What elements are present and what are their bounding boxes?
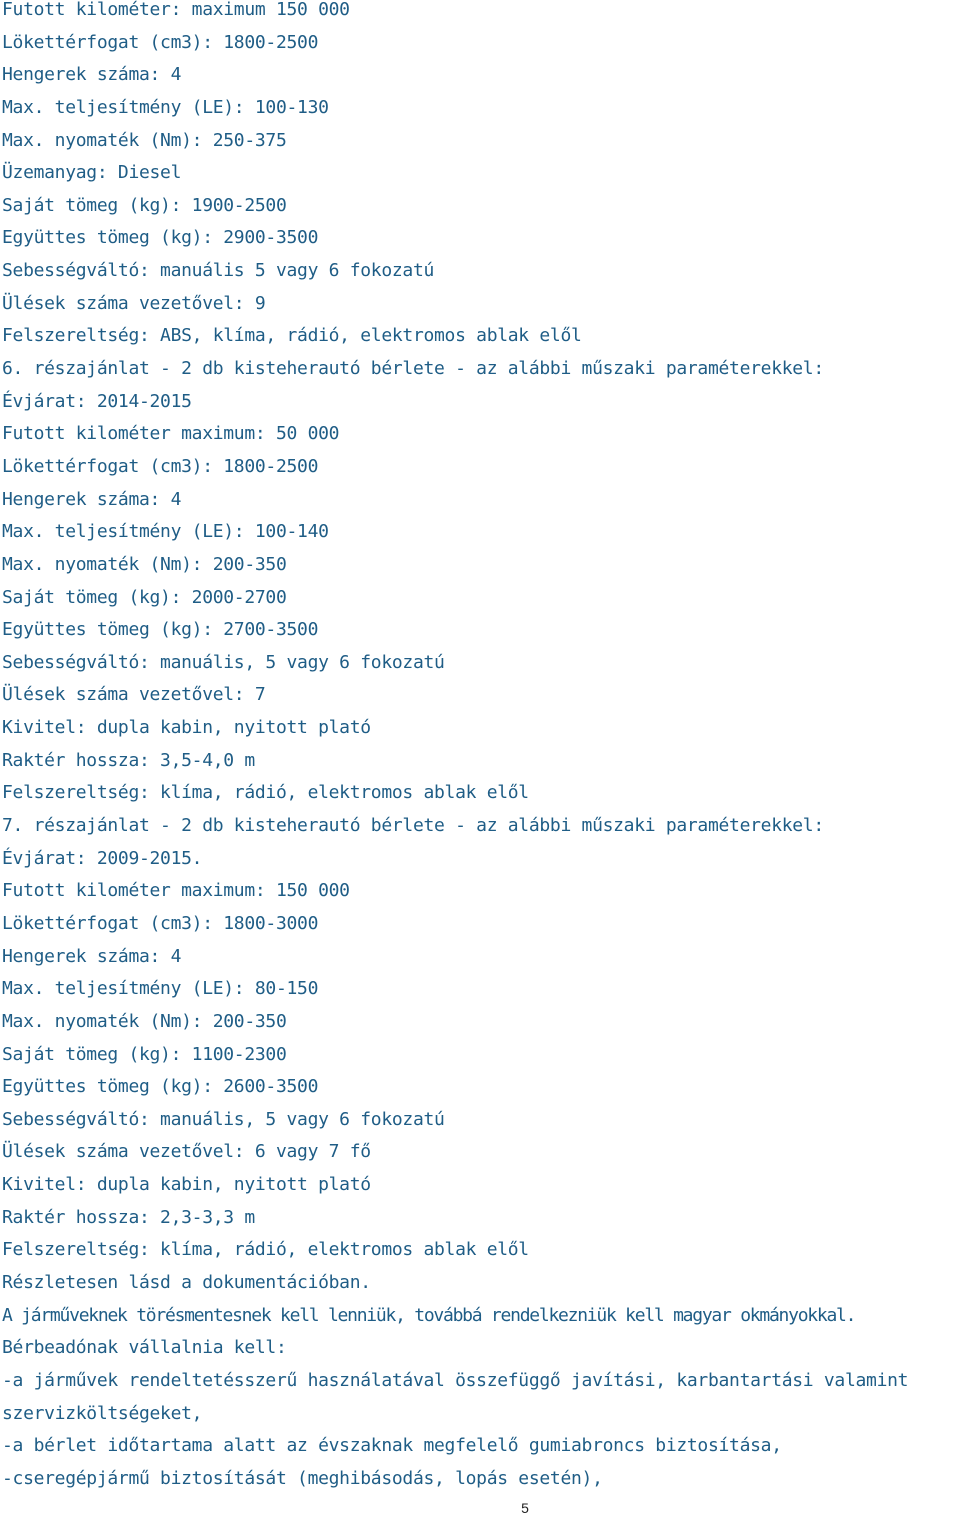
text-line: Lökettérfogat (cm3): 1800-2500	[2, 31, 319, 53]
text-line: Ülések száma vezetővel: 7	[2, 684, 266, 706]
text-line: szervizköltségeket,	[2, 1402, 203, 1424]
document-body	[2, 0, 960, 1495]
text-line: Saját tömeg (kg): 1900-2500	[2, 194, 287, 216]
text-line: Felszereltség: klíma, rádió, elektromos ablak elől	[2, 782, 529, 804]
text-line: Bérbeadónak vállalnia kell:	[2, 1337, 287, 1359]
text-line: Évjárat: 2014-2015	[2, 390, 192, 412]
text-line: Ülések száma vezetővel: 9	[2, 292, 266, 314]
section-heading: 6. részajánlat - 2 db kisteherautó bérlete - az alábbi műszaki paraméterekkel:	[2, 358, 824, 380]
text-line: -a bérlet időtartama alatt az évszaknak megfelelő gumiabroncs biztosítása,	[2, 1435, 782, 1457]
text-line: Futott kilométer maximum: 50 000	[2, 423, 340, 445]
section-heading: 7. részajánlat - 2 db kisteherautó bérlete - az alábbi műszaki paraméterekkel:	[2, 815, 824, 837]
text-line: Évjárat: 2009-2015.	[2, 847, 203, 869]
text-line: Részletesen lásd a dokumentációban.	[2, 1271, 371, 1293]
text-line: Ülések száma vezetővel: 6 vagy 7 fő	[2, 1141, 371, 1163]
text-line: Max. teljesítmény (LE): 100-140	[2, 521, 329, 543]
text-line: Max. nyomaték (Nm): 200-350	[2, 553, 287, 575]
text-line: Kivitel: dupla kabin, nyitott plató	[2, 1174, 371, 1196]
text-line: Max. teljesítmény (LE): 100-130	[2, 96, 329, 118]
text-line: Felszereltség: klíma, rádió, elektromos ablak elől	[2, 1239, 529, 1261]
text-line: Sebességváltó: manuális, 5 vagy 6 fokozatú	[2, 651, 445, 673]
text-line: Lökettérfogat (cm3): 1800-3000	[2, 912, 319, 934]
text-line: Felszereltség: ABS, klíma, rádió, elektromos ablak elől	[2, 325, 582, 347]
text-line: Futott kilométer: maximum 150 000	[2, 0, 350, 20]
page-number: 5	[521, 1500, 529, 1516]
text-line: Raktér hossza: 2,3-3,3 m	[2, 1206, 255, 1228]
text-line: Együttes tömeg (kg): 2700-3500	[2, 619, 319, 641]
text-line: Raktér hossza: 3,5-4,0 m	[2, 749, 255, 771]
text-line: Üzemanyag: Diesel	[2, 162, 182, 184]
text-line: Saját tömeg (kg): 2000-2700	[2, 586, 287, 608]
text-line: Max. nyomaték (Nm): 200-350	[2, 1010, 287, 1032]
text-line: Együttes tömeg (kg): 2600-3500	[2, 1076, 319, 1098]
text-line: Saját tömeg (kg): 1100-2300	[2, 1043, 287, 1065]
text-line: A járműveknek törésmentesnek kell lenniük, továbbá rendelkezniük kell magyar okmányokkal.	[2, 1304, 856, 1326]
text-line: Hengerek száma: 4	[2, 488, 182, 510]
text-line: Lökettérfogat (cm3): 1800-2500	[2, 455, 319, 477]
text-line: Kivitel: dupla kabin, nyitott plató	[2, 717, 371, 739]
text-line: Futott kilométer maximum: 150 000	[2, 880, 350, 902]
text-line: Sebességváltó: manuális, 5 vagy 6 fokozatú	[2, 1108, 445, 1130]
text-line: Hengerek száma: 4	[2, 64, 182, 86]
text-line: Együttes tömeg (kg): 2900-3500	[2, 227, 319, 249]
text-line: Sebességváltó: manuális 5 vagy 6 fokozatú	[2, 260, 435, 282]
text-line: Hengerek száma: 4	[2, 945, 182, 967]
text-line: -a járművek rendeltetésszerű használatával összefüggő javítási, karbantartási valamint	[2, 1369, 909, 1391]
text-line: Max. teljesítmény (LE): 80-150	[2, 978, 319, 1000]
text-line: Max. nyomaték (Nm): 250-375	[2, 129, 287, 151]
text-line: -cseregépjármű biztosítását (meghibásodás, lopás esetén),	[2, 1467, 603, 1489]
